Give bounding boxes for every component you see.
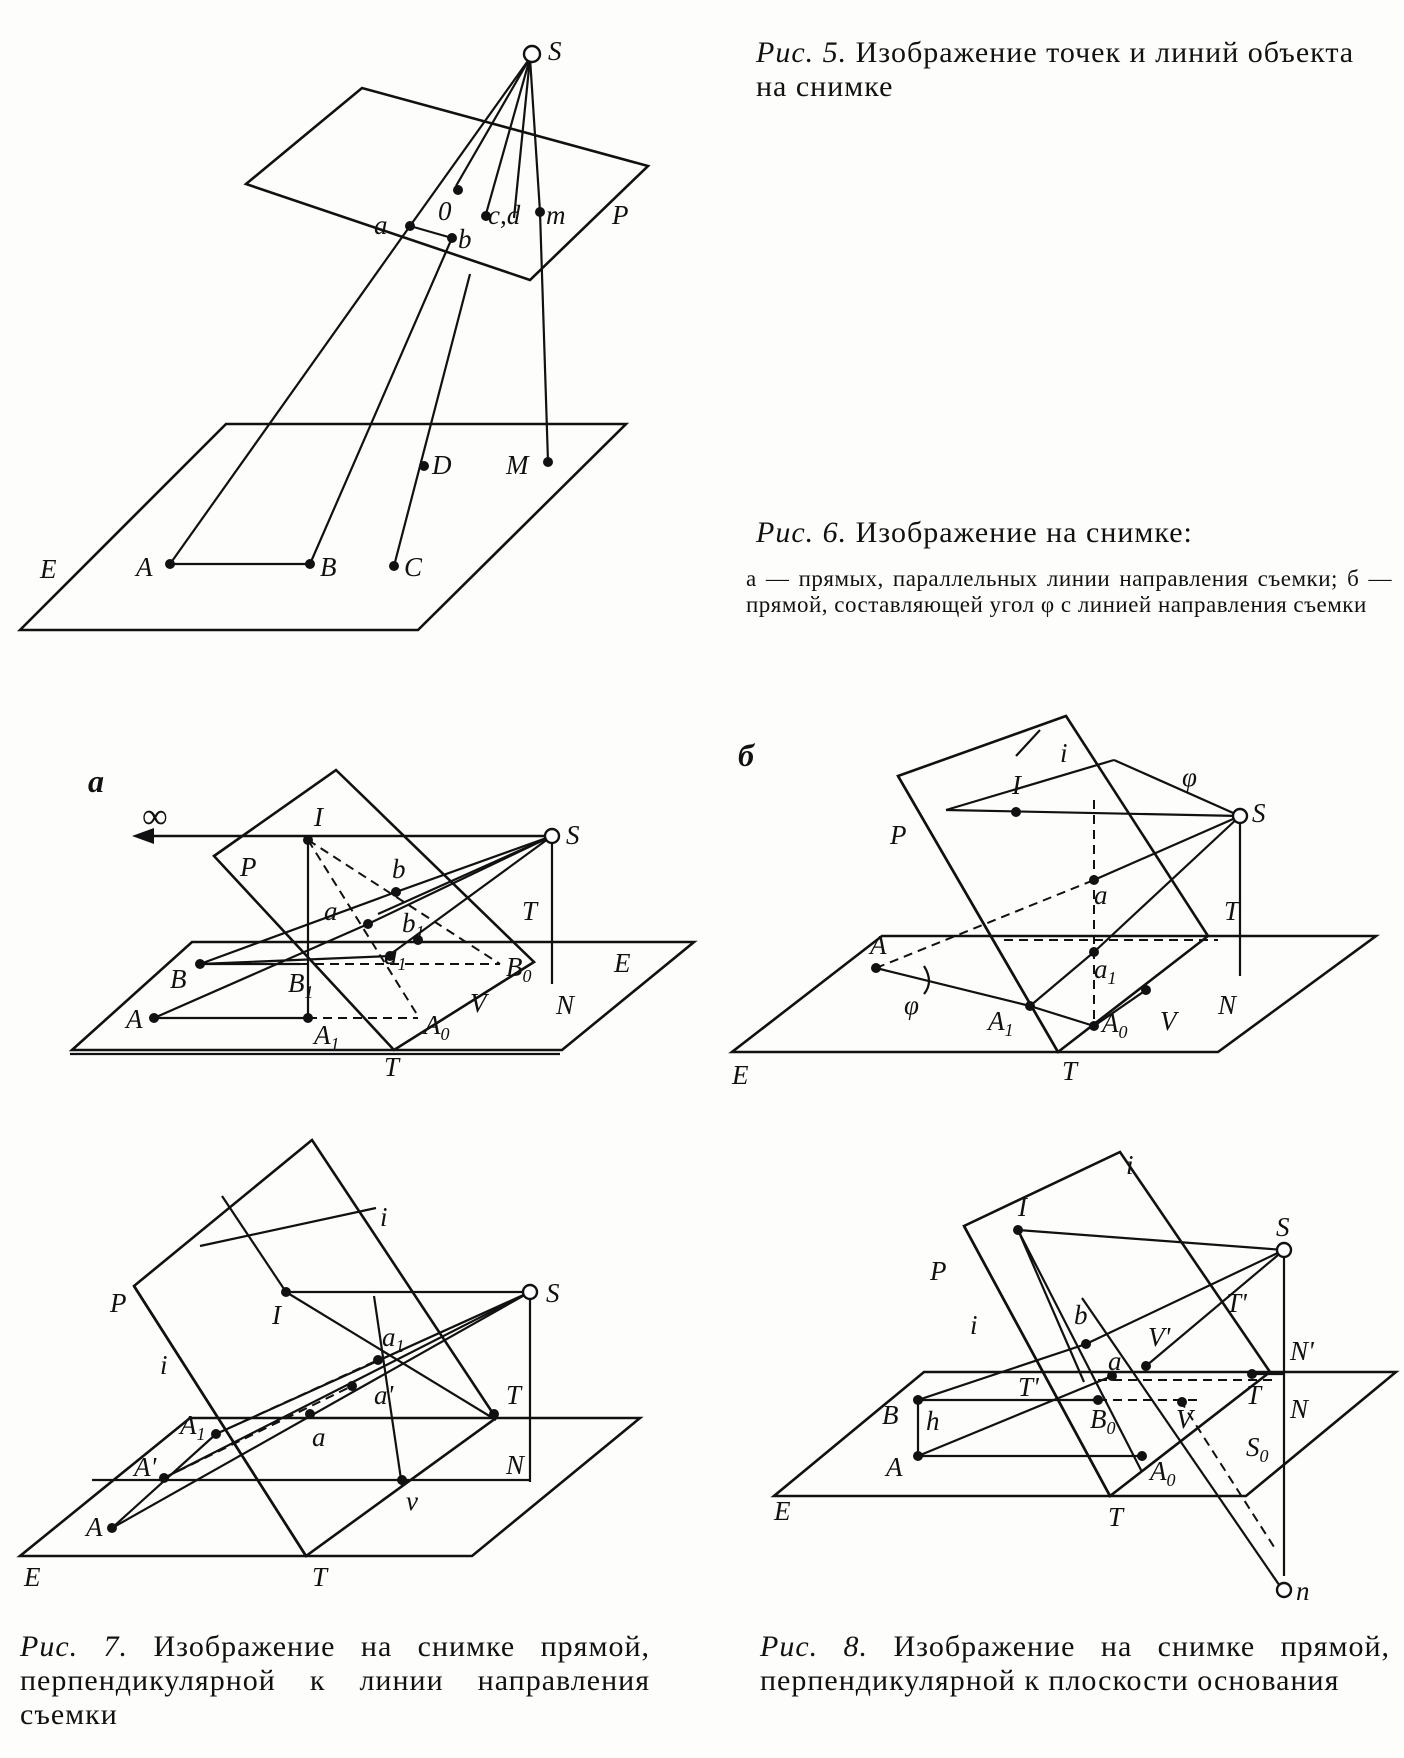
fig6a-label-e: E xyxy=(614,948,631,978)
fig5-label-o: 0 xyxy=(438,196,452,226)
fig6a-point-a1-object xyxy=(303,1013,313,1023)
fig8-point-a-object xyxy=(913,1451,923,1461)
fig6a-point-a-object xyxy=(149,1013,159,1023)
fig6b-label-a1-object: $A_1$ xyxy=(988,1006,1014,1040)
fig6b-label-t-top: T xyxy=(1224,896,1240,926)
fig7-label-p: P xyxy=(110,1288,127,1318)
fig8-point-b-object xyxy=(913,1395,923,1405)
fig5-label-s: S xyxy=(548,36,562,66)
fig5-point-b-object xyxy=(305,559,315,569)
fig8-photo-plane-p xyxy=(964,1152,1270,1496)
fig5-label-a: a xyxy=(374,210,388,240)
fig6b-line-a1-a1 xyxy=(1030,952,1094,1006)
fig6a-label-t-top: T xyxy=(522,896,538,926)
fig7-label-a-prime: a' xyxy=(374,1380,394,1410)
fig6a-point-a xyxy=(363,919,373,929)
fig8-label-a0: $A_0$ xyxy=(1150,1456,1176,1490)
fig6b-photo-plane-p xyxy=(898,716,1208,1052)
fig6a-label-p: P xyxy=(240,852,257,882)
fig7-center-s xyxy=(523,1285,537,1299)
fig6b-line-phi-s xyxy=(1114,760,1240,816)
fig7-label-n: N xyxy=(506,1450,525,1480)
fig6a-label-b0: $B_0$ xyxy=(506,952,532,986)
fig6b-point-i xyxy=(1011,807,1021,817)
fig6a-point-b xyxy=(391,887,401,897)
fig6b-label-phi-top: φ xyxy=(1182,762,1197,792)
fig8-label-a-object: A xyxy=(886,1452,903,1482)
fig8-ground-plane-e xyxy=(774,1372,1396,1496)
fig7-label-i-top: i xyxy=(380,1202,388,1232)
caption-fig8-number: Рис. 8. xyxy=(760,1630,869,1663)
fig6b-line-a1-a0 xyxy=(1030,1006,1094,1026)
fig8-label-t-mid: T xyxy=(1246,1380,1262,1410)
fig6a-label-a0: $A_0$ xyxy=(424,1010,450,1044)
fig8-label-i-edge: i xyxy=(970,1310,978,1340)
fig6b-photo-edge xyxy=(898,776,1058,1052)
fig6b-label-n: N xyxy=(1218,990,1237,1020)
fig5-point-d xyxy=(419,461,429,471)
fig8-line-i-a0 xyxy=(1018,1230,1142,1472)
fig6b-ground-plane-e xyxy=(732,936,1376,1052)
fig5-object-plane-e xyxy=(20,424,626,630)
fig6b-point-a-object xyxy=(871,963,881,973)
fig6a-label-b: b xyxy=(392,854,406,884)
caption-fig6-number: Рис. 6. xyxy=(756,516,848,549)
fig5-label-a-object: A xyxy=(136,552,153,582)
fig6b-label-a0: $A_0$ xyxy=(1102,1008,1128,1042)
fig7-label-a1: $a_1$ xyxy=(382,1322,405,1356)
fig8-center-s xyxy=(1277,1243,1291,1257)
caption-fig6-text: Изображение на снимке: xyxy=(855,516,1193,549)
fig8-label-n-prime: N' xyxy=(1290,1336,1314,1366)
fig8-label-t-prime: T' xyxy=(1018,1372,1039,1402)
fig6a-point-b-object xyxy=(195,959,205,969)
fig5-label-b-object: B xyxy=(320,552,337,582)
fig7-label-s: S xyxy=(546,1278,560,1308)
fig8-label-b: b xyxy=(1074,1300,1088,1330)
fig5-segment-ab xyxy=(410,226,452,238)
fig5-line-b-B xyxy=(310,238,452,564)
fig7-label-a-object: A xyxy=(86,1512,103,1542)
fig8-label-n-low: n xyxy=(1296,1576,1310,1606)
fig6b-label-t: T xyxy=(1062,1056,1078,1086)
fig7-label-v: v xyxy=(406,1486,418,1516)
fig6a-label-a1-object: $A_1$ xyxy=(314,1020,340,1054)
fig6b-ray-s-a1 xyxy=(1094,816,1240,952)
caption-fig7-text: Изображение на снимке прямой, перпендикулярной к линии направления съемки xyxy=(20,1630,651,1731)
fig8-horizon-line xyxy=(1018,1230,1284,1250)
figure-6b xyxy=(731,716,1376,1090)
fig7-point-a-object xyxy=(107,1523,117,1533)
fig8-label-h: h xyxy=(926,1406,940,1436)
fig7-label-i: I xyxy=(272,1300,281,1330)
fig5-label-c-object: C xyxy=(404,552,423,582)
fig6b-label-v: V xyxy=(1160,1006,1177,1036)
fig7-label-a: a xyxy=(312,1422,326,1452)
caption-fig7 xyxy=(20,1630,650,1732)
caption-fig8 xyxy=(760,1630,1390,1698)
fig6a-label-a-object: A xyxy=(126,1004,143,1034)
fig6a-center-s xyxy=(545,829,559,843)
fig8-point-n-low xyxy=(1277,1583,1291,1597)
fig7-label-i-edge: i xyxy=(160,1350,168,1380)
fig8-label-i: I xyxy=(1018,1192,1027,1222)
fig8-label-v-prime: V' xyxy=(1148,1322,1171,1352)
fig6a-label-n: N xyxy=(556,990,575,1020)
fig7-photo-horizontal xyxy=(200,1208,376,1246)
fig6b-line-a-a1 xyxy=(876,968,1030,1006)
fig8-label-p: P xyxy=(930,1256,947,1286)
fig7-ray-s-a xyxy=(112,1292,530,1528)
caption-fig8-text: Изображение на снимке прямой, перпендикулярной к плоскости основания xyxy=(760,1630,1391,1697)
fig5-label-e: E xyxy=(40,554,57,584)
fig8-dash-to-n xyxy=(1180,1400,1276,1550)
fig8-label-b0: $B_0$ xyxy=(1090,1404,1116,1438)
fig5-label-d: D xyxy=(432,450,452,480)
fig6a-label-t: T xyxy=(384,1052,400,1082)
fig7-label-a1-object: $A_1$ xyxy=(180,1410,206,1444)
fig6b-point-v xyxy=(1141,985,1151,995)
fig8-label-t-prime-top: T' xyxy=(1226,1288,1247,1318)
fig5-point-m xyxy=(535,207,545,217)
fig5-center-s xyxy=(524,46,540,62)
fig5-point-c-object xyxy=(389,561,399,571)
caption-fig5 xyxy=(756,36,1386,104)
fig8-point-v-prime xyxy=(1141,1361,1151,1371)
fig5-line-a-A xyxy=(170,226,410,564)
fig8-point-i xyxy=(1013,1225,1023,1235)
fig7-label-a-prime-object: A' xyxy=(134,1452,157,1482)
fig8-label-t: T xyxy=(1108,1502,1124,1532)
fig7-photo-plane-p xyxy=(134,1140,496,1556)
fig6a-tag: а xyxy=(88,763,104,799)
fig7-label-e: E xyxy=(24,1562,41,1592)
fig6a-label-b-object: B xyxy=(170,964,187,994)
fig7-point-a-prime-object xyxy=(159,1473,169,1483)
fig7-point-a1 xyxy=(373,1355,383,1365)
fig8-label-n: N xyxy=(1290,1394,1309,1424)
fig6b-label-a-object: A xyxy=(870,930,887,960)
fig5-point-b xyxy=(447,233,457,243)
fig6a-label-b1: $b_1$ xyxy=(402,908,425,942)
figure-6a xyxy=(70,763,694,1082)
fig8-label-i-top: i xyxy=(1126,1150,1134,1180)
fig7-ground-plane-e xyxy=(20,1418,640,1556)
fig6b-point-a1-object xyxy=(1025,1001,1035,1011)
fig6b-center-s xyxy=(1233,809,1247,823)
fig8-point-t xyxy=(1247,1369,1257,1379)
fig8-label-a: a xyxy=(1108,1346,1122,1376)
fig8-label-e: E xyxy=(774,1496,791,1526)
fig6b-tag: б xyxy=(738,737,754,773)
fig8-label-b-object: B xyxy=(882,1400,899,1430)
caption-fig5-number: Рис. 5. xyxy=(756,36,848,69)
fig6a-point-i xyxy=(303,835,313,845)
caption-fig6 xyxy=(756,516,1392,550)
fig8-label-v: V xyxy=(1176,1404,1193,1434)
fig6a-label-v: V xyxy=(470,988,487,1018)
fig6a-label-s: S xyxy=(566,820,580,850)
fig7-point-a-prime xyxy=(347,1381,357,1391)
fig6a-label-i: I xyxy=(314,802,323,832)
fig5-label-cd: c,d xyxy=(488,200,521,230)
caption-fig5-text: Изображение точек и линий объекта на снимке xyxy=(756,36,1355,103)
fig7-point-i xyxy=(281,1287,291,1297)
fig8-point-b xyxy=(1081,1339,1091,1349)
figure-5 xyxy=(20,36,648,630)
fig6b-line-i-phi xyxy=(946,760,1114,810)
fig7-point-a xyxy=(305,1409,315,1419)
fig8-label-s0: $S_0$ xyxy=(1246,1432,1269,1466)
figure-7 xyxy=(20,1140,640,1592)
fig5-label-m-object: M xyxy=(506,450,529,480)
fig6b-label-e: E xyxy=(732,1060,749,1090)
fig7-label-t: T xyxy=(312,1562,328,1592)
fig6b-label-a: a xyxy=(1094,880,1108,910)
fig5-point-o xyxy=(453,185,463,195)
fig7-point-v xyxy=(397,1475,407,1485)
fig6a-label-a: a xyxy=(324,896,338,926)
caption-fig6-detail: а — прямых, параллельных линии направления съемки; б — прямой, составляющей угол φ с линией направления съемки xyxy=(746,566,1392,617)
caption-fig7-number: Рис. 7. xyxy=(20,1630,129,1663)
fig8-label-s: S xyxy=(1276,1212,1290,1242)
fig5-label-m: m xyxy=(546,200,566,230)
fig6a-infinity: ∞ xyxy=(142,796,168,836)
fig6b-point-a0 xyxy=(1089,1021,1099,1031)
fig5-point-m-object xyxy=(543,457,553,467)
fig7-label-t-top: T xyxy=(506,1380,522,1410)
fig8-point-a0 xyxy=(1137,1451,1147,1461)
fig6b-label-p: P xyxy=(890,820,907,850)
fig8-ray-s-b xyxy=(1086,1250,1284,1344)
figure-8 xyxy=(773,1150,1396,1606)
fig5-line-cd-C xyxy=(394,274,470,566)
fig5-point-a xyxy=(405,221,415,231)
fig6b-label-i-upper: I xyxy=(1012,770,1021,800)
fig6b-label-s: S xyxy=(1252,798,1266,828)
fig7-photo-vertical-i xyxy=(222,1196,286,1292)
fig5-label-b: b xyxy=(458,224,472,254)
fig7-point-t-top xyxy=(489,1409,499,1419)
fig6a-label-b1-object: $B_1$ xyxy=(288,968,314,1002)
fig6b-label-i: i xyxy=(1060,738,1068,768)
fig6b-label-a1: $a_1$ xyxy=(1094,954,1117,988)
fig5-ray-s-c xyxy=(486,58,530,214)
fig5-label-p: P xyxy=(612,200,629,230)
fig5-point-a-object xyxy=(165,559,175,569)
fig7-point-a1-object xyxy=(211,1429,221,1439)
fig6a-label-a1: $a_1$ xyxy=(384,940,407,974)
fig6a-ray-s-b xyxy=(396,836,552,892)
fig6b-label-phi: φ xyxy=(904,990,919,1020)
